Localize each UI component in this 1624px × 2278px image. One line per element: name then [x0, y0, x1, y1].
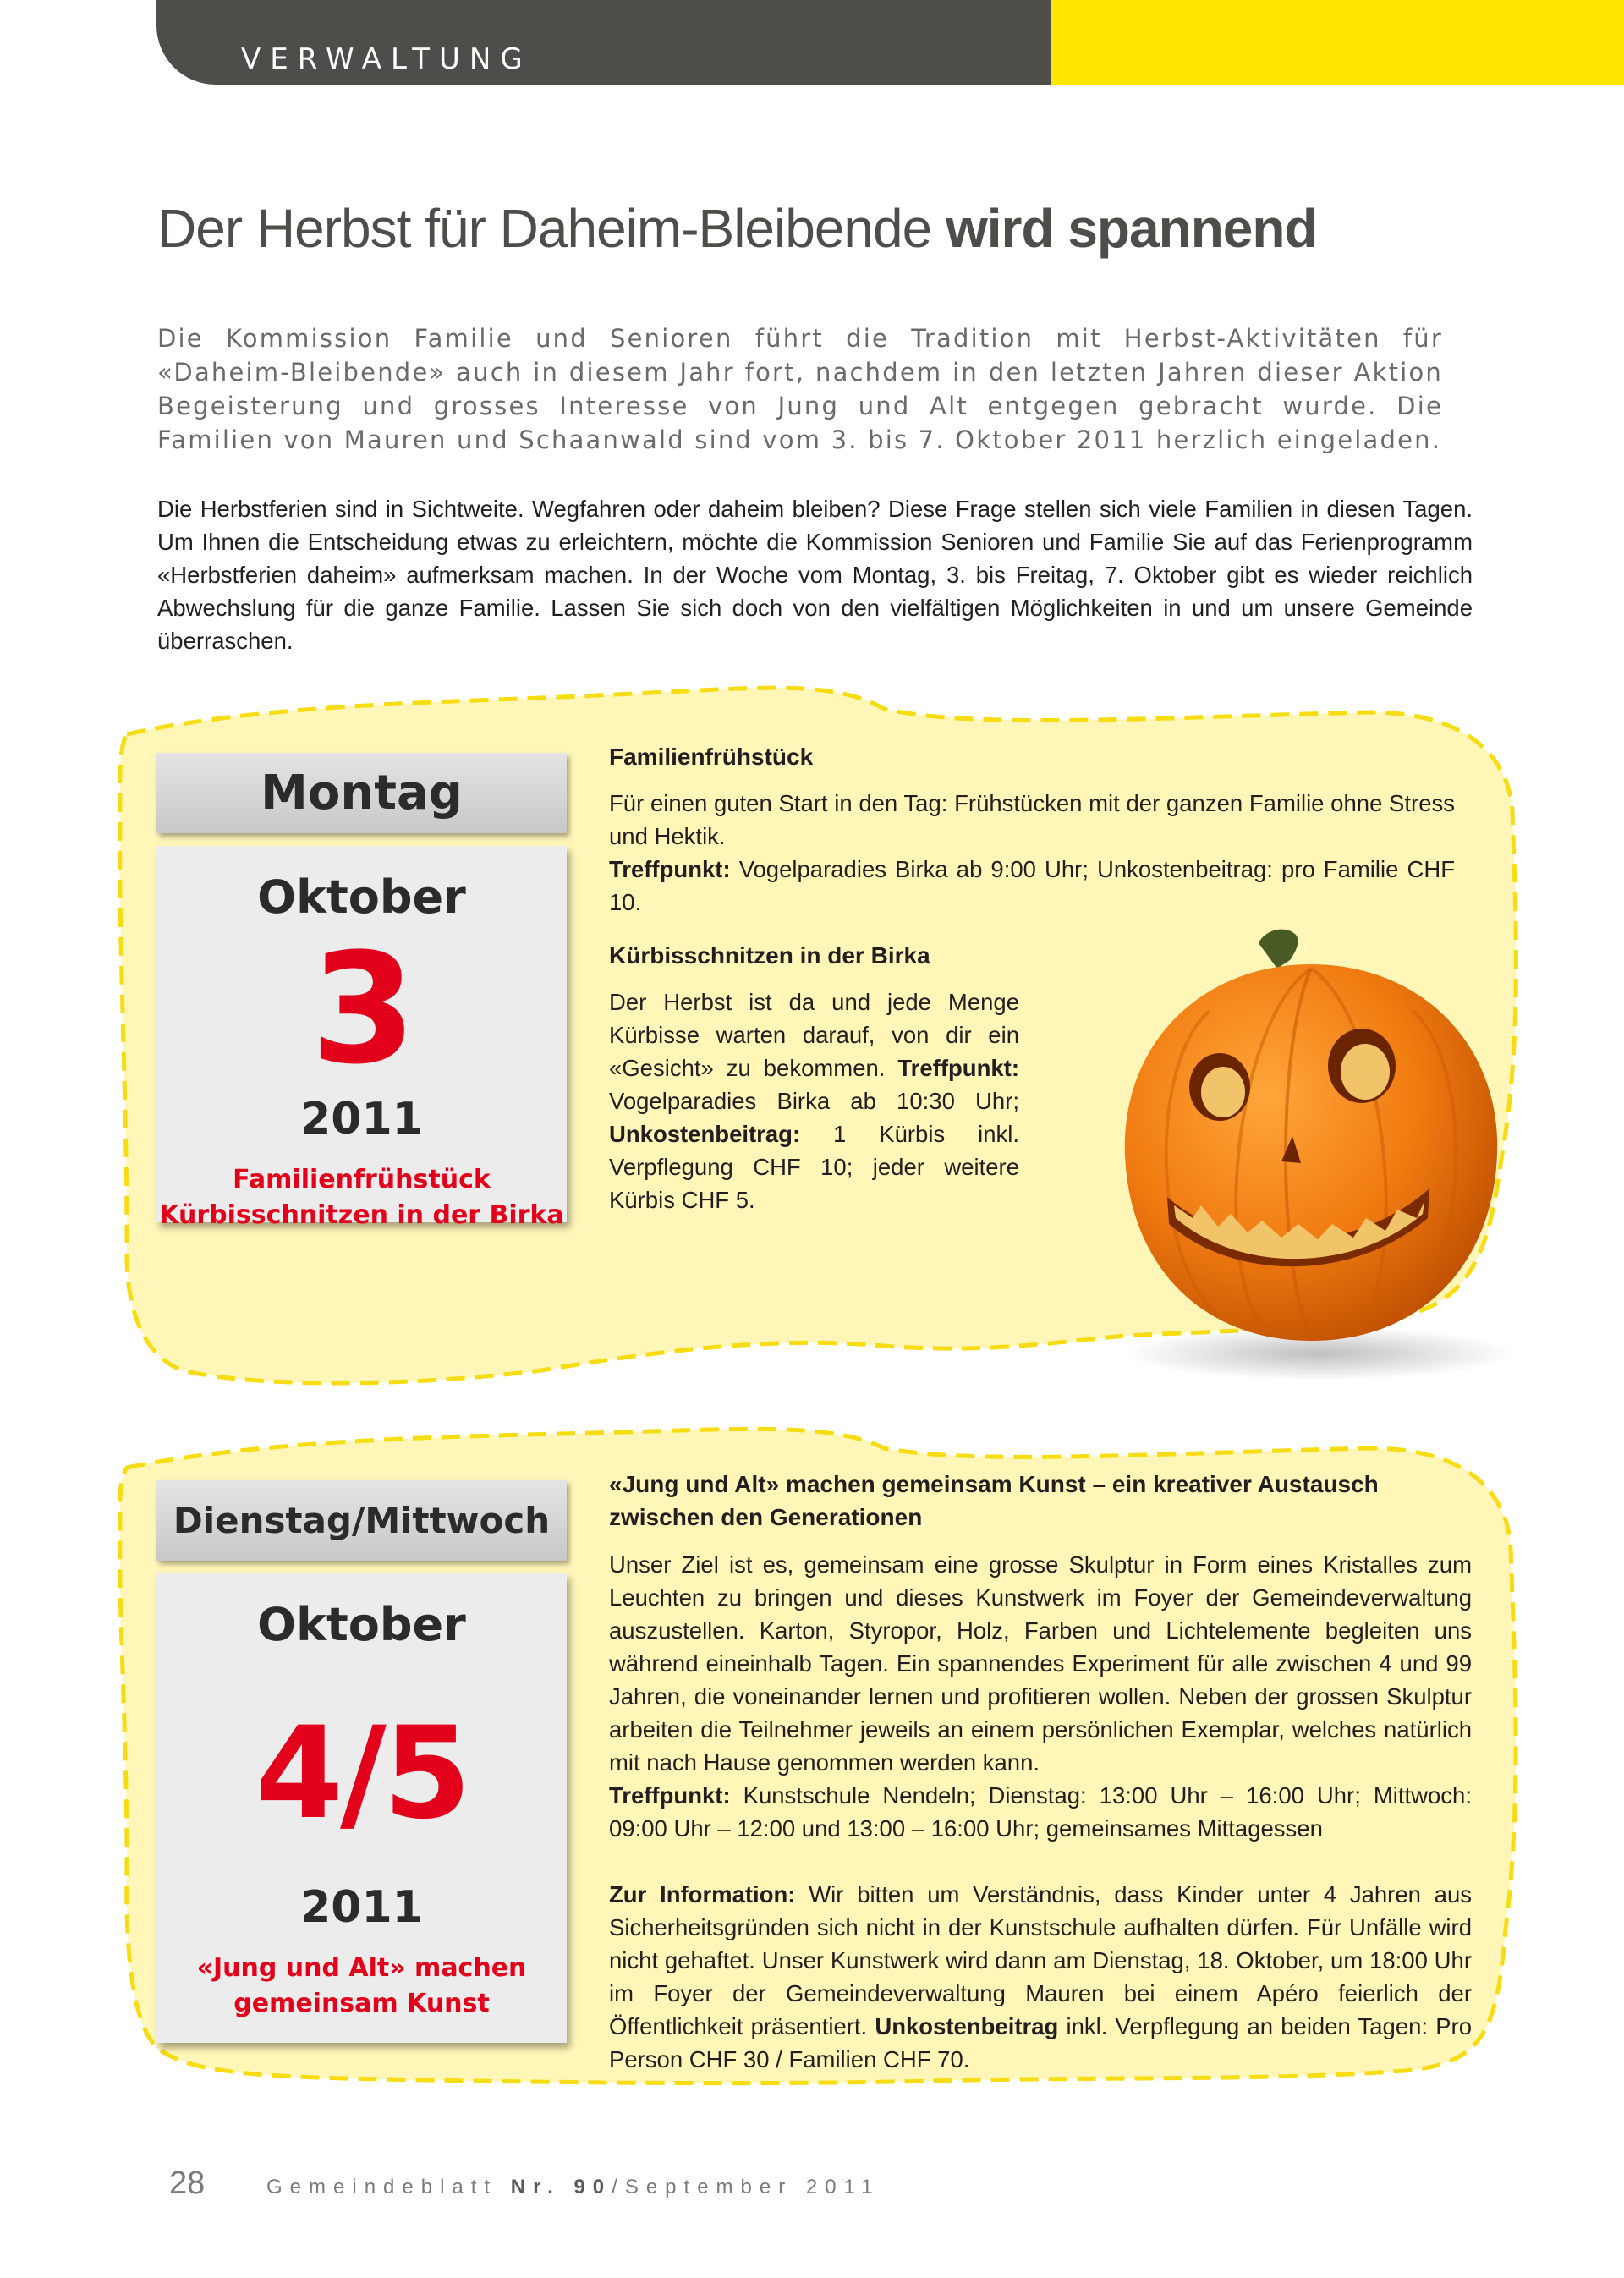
section-label: VERWALTUNG	[241, 42, 532, 76]
cost-label: Unkostenbeitrag	[875, 2013, 1059, 2039]
info-label: Zur Information:	[609, 1881, 796, 1907]
intro-paragraph: Die Kommission Familie und Senioren führt die Tradition mit Herbst-Aktivitäten für «Daheim-Bleibende» auch in diesem Jahr fort, nachdem in den letzten Jahren dieser Aktion Begeisterung und grosses Interesse von Jung und Alt entgegen gebracht wurde. Die Familien von Mauren und Schaanwald sind vom 3. bis 7. Oktober 2011 herzlich eingeladen.	[157, 324, 1443, 454]
calendar-year: 2011	[300, 1882, 423, 1933]
calendar-event: «Jung und Alt» machen	[196, 1953, 527, 1983]
issue-label: Nr. 90	[510, 2176, 612, 2198]
meeting-label: Treffpunkt:	[897, 1055, 1019, 1081]
calendar-month: Oktober	[257, 1598, 466, 1651]
meeting-label: Treffpunkt:	[609, 1782, 731, 1809]
body-paragraph: Die Herbstferien sind in Sichtweite. Wegfahren oder daheim bleiben? Diese Frage stellen sich viele Familien in diesen Tagen. Um Ihnen die Entscheidung etwas zu erleichtern, möchte die Kommission Senioren und Familie Sie auf das Ferienprogramm «Herbstferien daheim» aufmerksam machen. In der Woche vom Montag, 3. bis Freitag, 7. Oktober gibt es wieder reichlich Abwechslung für die ganze Familie. Lassen Sie sich doch von den vielfältigen Möglichkeiten in und um unsere Gemeinde überraschen.	[157, 496, 1473, 654]
publication-line: Gemeindeblatt Nr. 90/September 2011	[266, 2176, 881, 2198]
title-regular: Der Herbst für Daheim-Bleibende	[157, 198, 946, 259]
event-info: Zur Information: Wir bitten um Verständnis, dass Kinder unter 4 Jahren aus Sicherheitsgründen sich nicht in der Kunstschule aufhalten dürfen. Für Unfälle wird nicht gehaftet. Unser Kunstwerk wird dann am Dienstag, 18. Oktober, um 18:00 Uhr im Foyer der Gemeindeverwaltung Mauren bei einem Apéro feierlich der Öffentlichkeit präsentiert. Unkostenbeitrag inkl. Verpflegung an beiden Tagen: Pro Person CHF 30 / Familien CHF 70.	[609, 1881, 1472, 2072]
carved-pumpkin-icon	[1074, 918, 1548, 1392]
calendar-weekday: Montag	[261, 766, 463, 821]
event-title: Kürbisschnitzen in der Birka	[609, 942, 930, 969]
meeting-label: Treffpunkt:	[609, 856, 731, 882]
calendar-event: gemeinsam Kunst	[233, 1989, 490, 2018]
event-description: Für einen guten Start in den Tag: Frühstücken mit der ganzen Familie ohne Stress und Hektik. Treffpunkt: Vogelparadies Birka ab 9:00 Uhr; Unkostenbeitrag: pro Familie CHF 10.	[609, 790, 1456, 915]
event-title: Familienfrühstück	[609, 744, 814, 770]
page-number: 28	[169, 2165, 206, 2201]
calendar-weekday-bar	[156, 1480, 567, 1561]
event-description: Der Herbst ist da und jede Menge Kürbisse warten darauf, von dir ein «Gesicht» zu bekommen. Treffpunkt: Vogelparadies Birka ab 10:30 Uhr; Unkostenbeitrag: 1 Kürbis inkl. Verpflegung CHF 10; jeder weitere Kürbis CHF 5.	[609, 989, 1019, 1213]
calendar-weekday: Dienstag/Mittwoch	[173, 1500, 551, 1541]
calendar-weekday-bar	[156, 753, 567, 833]
calendar-event: Familienfrühstück	[233, 1165, 491, 1194]
event-title: «Jung und Alt» machen gemeinsam Kunst – ein kreativer Austausch zwischen den Generationen	[609, 1471, 1379, 1530]
calendar-year: 2011	[300, 1094, 423, 1144]
event-description: Unser Ziel ist es, gemeinsam eine grosse Skulptur in Form eines Kristalles zum Leuchten zu bringen und dieses Kunstwerk im Foyer der Gemeindeverwaltung auszustellen. Karton, Styropor, Holz, Farben und Lichtelemente begleiten uns während eineinhalb Tagen. Ein spannendes Experiment für alle zwischen 4 und 99 Jahren, die voneinander lernen und profitieren wollen. Neben der grossen Skulptur arbeiten die Teilnehmer jeweils an einem persönlichen Exemplar, welches natürlich mit nach Hause genommen werden kann. Treffpunkt: Kunstschule Nendeln; Dienstag: 13:00 Uhr – 16:00 Uhr; Mittwoch: 09:00 Uhr – 12:00 und 13:00 – 16:00 Uhr; gemeinsames Mittagessen	[609, 1551, 1472, 1842]
calendar-sheet	[156, 1573, 567, 2043]
calendar-event: Kürbisschnitzen in der Birka	[159, 1200, 564, 1230]
calendar-sheet	[156, 846, 567, 1230]
calendar-date: 3	[310, 921, 414, 1098]
title-bold: wird spannend	[945, 198, 1317, 259]
cost-label: Unkostenbeitrag:	[609, 1121, 801, 1147]
calendar-month: Oktober	[257, 870, 466, 924]
calendar-date: 4/5	[255, 1700, 469, 1847]
